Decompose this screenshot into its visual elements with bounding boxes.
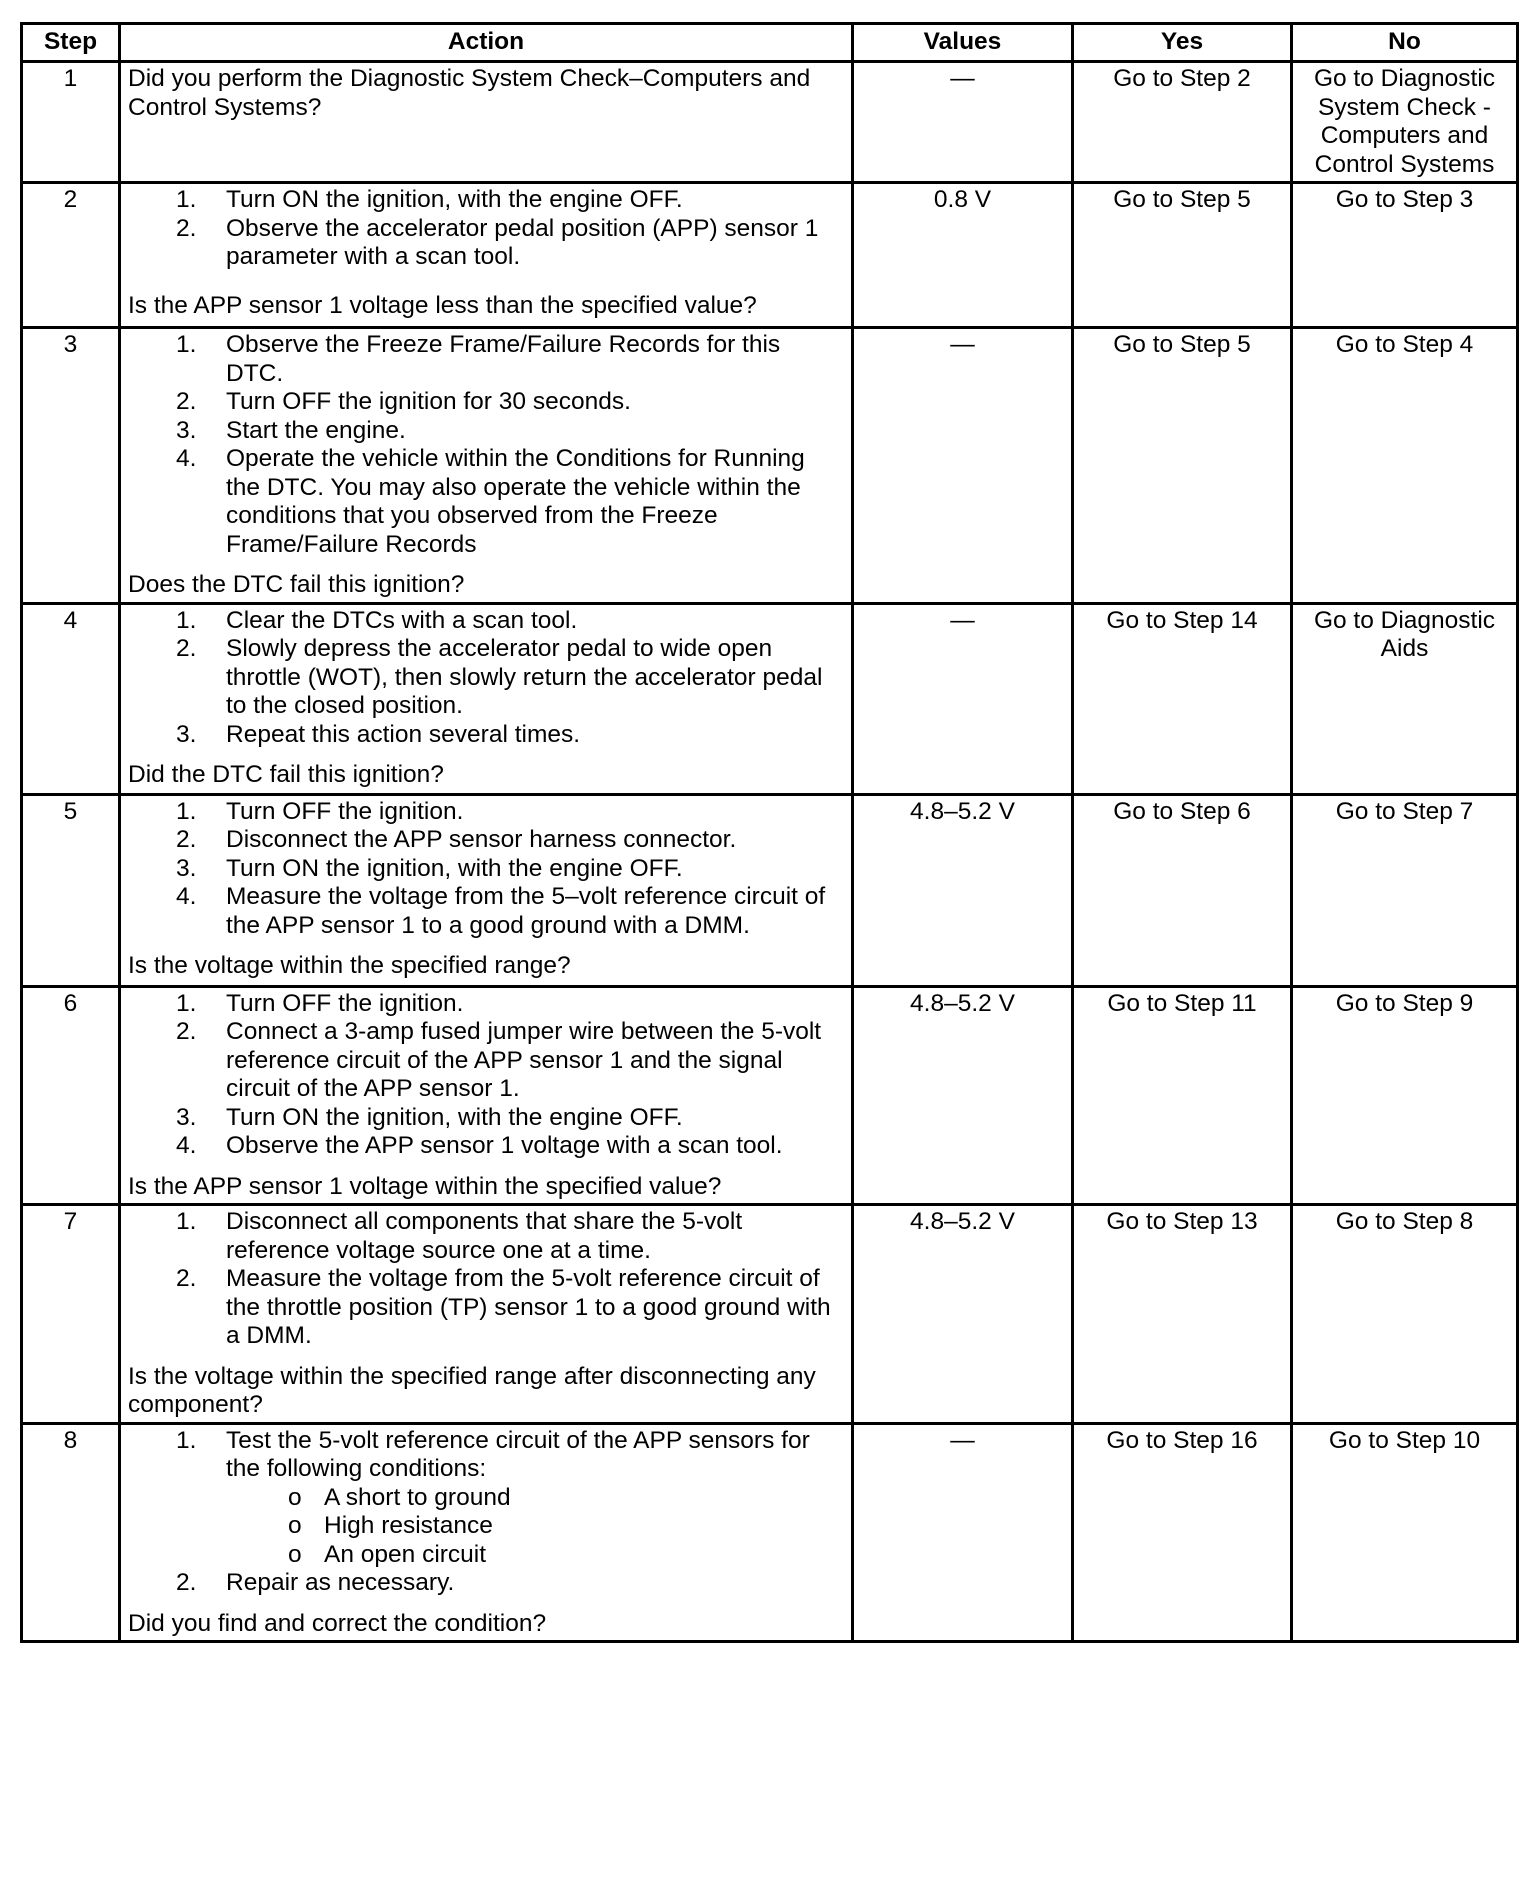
step-number: 4 — [22, 603, 120, 794]
action-step-item — [128, 798, 844, 827]
action-step-number: 4. — [176, 883, 197, 910]
action-step-text: Connect a 3-amp fused jumper wire between the 5-volt reference circuit of the APP sensor 1 and the signal circuit of the APP sensor 1. — [226, 1018, 822, 1102]
action-step-item — [128, 331, 844, 388]
action-step-item — [128, 1104, 844, 1133]
action-step-text: Repair as necessary. — [226, 1569, 455, 1596]
action-cell — [120, 986, 853, 1205]
step-number: 1 — [22, 62, 120, 183]
action-step-text: Turn OFF the ignition for 30 seconds. — [226, 388, 631, 415]
step-number: 6 — [22, 986, 120, 1205]
no-cell: Go to Diagnostic System Check - Computers and Control Systems — [1292, 62, 1518, 183]
action-step-number: 1. — [176, 331, 197, 358]
condition-text: A short to ground — [324, 1483, 511, 1511]
yes-cell: Go to Step 14 — [1073, 603, 1292, 794]
action-step-item — [128, 635, 844, 721]
yes-cell: Go to Step 6 — [1073, 794, 1292, 986]
action-step-text: Observe the Freeze Frame/Failure Records for this DTC. — [226, 331, 781, 387]
action-question: Is the APP sensor 1 voltage less than the specified value? — [128, 291, 757, 319]
action-steps-list — [128, 607, 844, 750]
header-step: Step — [22, 24, 120, 62]
step-number: 3 — [22, 328, 120, 604]
action-step-item — [128, 1132, 844, 1161]
no-cell: Go to Step 7 — [1292, 794, 1518, 986]
action-steps-list — [128, 1208, 844, 1351]
diagnostic-table — [20, 22, 1519, 1643]
action-step-number: 1. — [176, 797, 197, 825]
no-cell: Go to Step 10 — [1292, 1423, 1518, 1642]
action-cell — [120, 1205, 853, 1424]
action-step-item — [128, 417, 844, 446]
action-step-item — [128, 855, 844, 884]
action-step-number: 1. — [176, 1208, 197, 1235]
action-step-number: 2. — [176, 388, 197, 415]
action-step-text: Slowly depress the accelerator pedal to wide open throttle (WOT), then slowly return the accelerator pedal to the closed position. — [226, 635, 823, 719]
action-step-text: Observe the accelerator pedal position (APP) sensor 1 parameter with a scan tool. — [226, 214, 819, 270]
action-step-text: Disconnect all components that share the 5-volt reference voltage source one at a time. — [226, 1208, 743, 1264]
yes-cell: Go to Step 16 — [1073, 1423, 1292, 1642]
action-steps-list — [128, 798, 844, 941]
action-step-number: 1. — [176, 606, 197, 634]
action-cell — [120, 62, 853, 183]
condition-item — [226, 1512, 844, 1541]
action-cell — [120, 328, 853, 604]
action-step-item — [128, 883, 844, 940]
header-yes: Yes — [1073, 24, 1292, 62]
action-question: Did the DTC fail this ignition? — [128, 761, 444, 788]
action-step-item — [128, 1265, 844, 1351]
action-step-text: Test the 5-volt reference circuit of the APP sensors for the following conditions: — [226, 1426, 810, 1482]
action-step-text: Clear the DTCs with a scan tool. — [226, 606, 578, 634]
action-step-number: 2. — [176, 1265, 197, 1292]
action-step-number: 4. — [176, 1132, 197, 1159]
action-step-item — [128, 215, 844, 272]
action-step-text: Turn ON the ignition, with the engine OFF. — [226, 186, 683, 213]
no-cell: Go to Step 4 — [1292, 328, 1518, 604]
no-cell: Go to Step 3 — [1292, 183, 1518, 328]
action-step-text: Start the engine. — [226, 416, 406, 444]
action-steps-list — [128, 1427, 844, 1598]
value-cell: 4.8–5.2 V — [853, 986, 1073, 1205]
yes-cell: Go to Step 2 — [1073, 62, 1292, 183]
no-cell: Go to Diagnostic Aids — [1292, 603, 1518, 794]
action-step-number: 3. — [176, 416, 197, 444]
step-number: 2 — [22, 183, 120, 328]
action-step-text: Turn ON the ignition, with the engine OFF. — [226, 1103, 683, 1131]
step-number: 7 — [22, 1205, 120, 1424]
header-no: No — [1292, 24, 1518, 62]
table-row — [22, 62, 1518, 183]
yes-cell: Go to Step 5 — [1073, 328, 1292, 604]
action-question: Is the voltage within the specified range after disconnecting any component? — [128, 1362, 816, 1418]
value-cell: — — [853, 1423, 1073, 1642]
action-step-number: 2. — [176, 1018, 197, 1045]
table-row — [22, 1205, 1518, 1424]
table-row — [22, 794, 1518, 986]
action-steps-list — [128, 990, 844, 1161]
step-number: 5 — [22, 794, 120, 986]
action-step-number: 2. — [176, 635, 197, 662]
circle-bullet-icon: o — [288, 1512, 302, 1539]
step-number: 8 — [22, 1423, 120, 1642]
action-step-text: Turn OFF the ignition. — [226, 989, 464, 1017]
action-step-number: 1. — [176, 989, 197, 1017]
action-step-item — [128, 990, 844, 1019]
action-step-item — [128, 826, 844, 855]
yes-cell: Go to Step 5 — [1073, 183, 1292, 328]
action-step-number: 2. — [176, 214, 197, 242]
action-step-item — [128, 1208, 844, 1265]
action-step-text: Operate the vehicle within the Conditions for Running the DTC. You may also operate the vehicle within the conditions that you observed from the Freeze Frame/Failure Records — [226, 445, 805, 558]
action-step-number: 3. — [176, 720, 197, 748]
action-step-item — [128, 1569, 844, 1598]
condition-list — [226, 1484, 844, 1570]
no-cell: Go to Step 8 — [1292, 1205, 1518, 1424]
condition-item — [226, 1541, 844, 1570]
action-step-text: Measure the voltage from the 5-volt reference circuit of the throttle position (TP) sensor 1 to a good ground with a DMM. — [226, 1265, 831, 1349]
action-question: Is the APP sensor 1 voltage within the specified value? — [128, 1172, 722, 1200]
header-action: Action — [120, 24, 853, 62]
header-row — [22, 24, 1518, 62]
action-step-item — [128, 1018, 844, 1104]
action-step-number: 1. — [176, 186, 197, 213]
action-step-item — [128, 388, 844, 417]
value-cell: 4.8–5.2 V — [853, 794, 1073, 986]
action-step-number: 2. — [176, 826, 197, 853]
condition-item — [226, 1484, 844, 1513]
action-step-number: 2. — [176, 1569, 197, 1596]
table-row — [22, 986, 1518, 1205]
action-cell — [120, 794, 853, 986]
action-step-number: 3. — [176, 1103, 197, 1131]
no-cell: Go to Step 9 — [1292, 986, 1518, 1205]
action-step-text: Observe the APP sensor 1 voltage with a scan tool. — [226, 1132, 783, 1159]
action-step-item — [128, 1427, 844, 1570]
header-values: Values — [853, 24, 1073, 62]
action-step-item — [128, 445, 844, 559]
condition-text: An open circuit — [324, 1540, 487, 1568]
table-row — [22, 603, 1518, 794]
action-step-number: 1. — [176, 1426, 197, 1454]
action-question: Does the DTC fail this ignition? — [128, 571, 465, 598]
action-steps-list — [128, 186, 844, 272]
action-step-text: Disconnect the APP sensor harness connector. — [226, 826, 737, 853]
condition-text: High resistance — [324, 1512, 493, 1539]
action-step-text: Turn ON the ignition, with the engine OFF. — [226, 854, 683, 882]
action-cell — [120, 603, 853, 794]
action-step-text: Turn OFF the ignition. — [226, 797, 464, 825]
action-cell — [120, 183, 853, 328]
action-step-text: Repeat this action several times. — [226, 720, 581, 748]
value-cell: — — [853, 62, 1073, 183]
table-row — [22, 183, 1518, 328]
action-intro: Did you perform the Diagnostic System Check–Computers and Control Systems? — [128, 65, 811, 121]
action-step-number: 3. — [176, 854, 197, 882]
value-cell: — — [853, 603, 1073, 794]
table-row — [22, 1423, 1518, 1642]
action-step-item — [128, 721, 844, 750]
action-question: Did you find and correct the condition? — [128, 1609, 547, 1637]
value-cell: 0.8 V — [853, 183, 1073, 328]
action-step-item — [128, 607, 844, 636]
circle-bullet-icon: o — [288, 1540, 302, 1568]
value-cell: — — [853, 328, 1073, 604]
action-step-item — [128, 186, 844, 215]
value-cell: 4.8–5.2 V — [853, 1205, 1073, 1424]
action-question: Is the voltage within the specified range? — [128, 952, 571, 979]
table-body — [22, 62, 1518, 1642]
action-steps-list — [128, 331, 844, 559]
yes-cell: Go to Step 11 — [1073, 986, 1292, 1205]
action-cell — [120, 1423, 853, 1642]
action-step-number: 4. — [176, 445, 197, 472]
action-step-text: Measure the voltage from the 5–volt reference circuit of the APP sensor 1 to a good ground with a DMM. — [226, 883, 826, 939]
table-row — [22, 328, 1518, 604]
yes-cell: Go to Step 13 — [1073, 1205, 1292, 1424]
circle-bullet-icon: o — [288, 1483, 302, 1511]
